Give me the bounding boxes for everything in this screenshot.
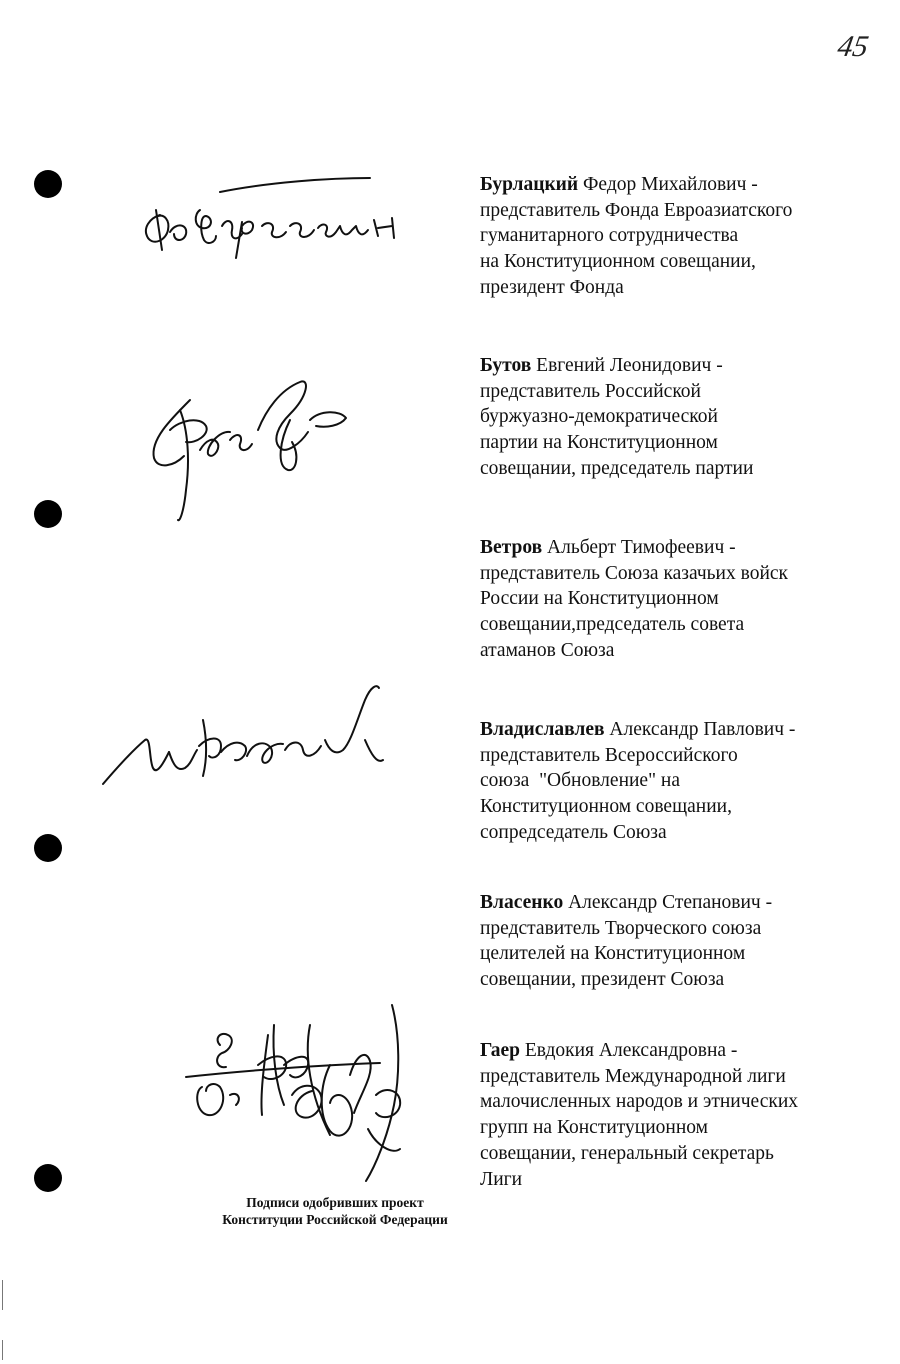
signatory-entry-vetrov <box>480 535 860 664</box>
signatory-role-line: совещании,председатель совета <box>480 614 745 636</box>
page-number: 45 <box>835 30 871 63</box>
signatory-role-line: совещании, председатель партии <box>480 457 754 479</box>
signatory-role-line: сопредседатель Союза <box>480 821 667 843</box>
punch-hole-1 <box>34 170 62 198</box>
signatory-given-names: Александр Степанович - <box>568 892 773 913</box>
signatory-role-line: групп на Конституционном <box>480 1117 709 1139</box>
signature-vetrov <box>95 680 395 800</box>
scan-edge-mark <box>2 1340 3 1360</box>
punch-hole-2 <box>34 500 62 528</box>
signatory-role-line: атаманов Союза <box>480 639 615 661</box>
signatures-caption <box>190 1194 480 1228</box>
signatory-role-line: малочисленных народов и этнических <box>480 1091 799 1113</box>
signatory-role-line: на Конституционном совещании, <box>480 251 756 273</box>
signatory-role-line: целителей на Конституционном <box>480 943 746 965</box>
signatory-role-line: союза "Обновление" на <box>480 770 681 792</box>
signatory-role-line: буржуазно-демократической <box>480 406 718 428</box>
signatory-role-line: гуманитарного сотрудничества <box>480 225 739 247</box>
signatory-entry-burlatsky <box>480 172 860 301</box>
signatory-name-line <box>480 535 860 561</box>
signatory-name-line <box>480 353 860 379</box>
caption-line-2: Конституции Российской Федерации <box>222 1212 448 1227</box>
signatory-surname: Владиславлев <box>480 719 605 740</box>
signatory-entry-butov <box>480 353 860 482</box>
signatory-role-line: Лиги <box>480 1168 523 1190</box>
signatory-surname: Власенко <box>480 892 564 913</box>
signatory-role-line: совещании, генеральный секретарь <box>480 1142 774 1164</box>
signatory-entry-vlasenko <box>480 890 860 993</box>
signatory-surname: Бутов <box>480 355 532 376</box>
signatory-given-names: Евгений Леонидович - <box>536 355 723 376</box>
signatory-name-line <box>480 1038 860 1064</box>
signatory-role-line: России на Конституционном <box>480 588 719 610</box>
signatory-role-line: представитель Всероссийского <box>480 744 738 766</box>
signature-burlatsky <box>130 170 420 270</box>
signatory-name-line <box>480 172 860 198</box>
signatory-role-line: Конституционном совещании, <box>480 796 732 818</box>
signatory-surname: Бурлацкий <box>480 174 579 195</box>
signatory-given-names: Альберт Тимофеевич - <box>547 537 736 558</box>
caption-line-1: Подписи одобривших проект <box>246 1195 424 1210</box>
signatory-entry-vladislavlev <box>480 717 860 846</box>
signatory-role-line: представитель Творческого союза <box>480 917 762 939</box>
signatory-role-line: представитель Международной лиги <box>480 1065 786 1087</box>
signatory-given-names: Евдокия Александровна - <box>524 1040 738 1061</box>
signatory-role-line: представитель Союза казачьих войск <box>480 562 789 584</box>
signatory-role-line: представитель Фонда Евроазиатского <box>480 199 793 221</box>
signatory-role-line: совещании, президент Союза <box>480 969 725 991</box>
signatory-given-names: Федор Михайлович - <box>583 174 758 195</box>
punch-hole-3 <box>34 834 62 862</box>
signatory-surname: Гаер <box>480 1040 520 1061</box>
scan-edge-mark <box>2 1280 3 1310</box>
signatory-name-line <box>480 717 860 743</box>
signatory-role-line: партии на Конституционном <box>480 432 718 454</box>
punch-hole-4 <box>34 1164 62 1192</box>
signatory-role-line: президент Фонда <box>480 276 624 298</box>
signature-vlasenko-gaer <box>180 995 440 1195</box>
signatory-role-line: представитель Российской <box>480 380 701 402</box>
signatory-surname: Ветров <box>480 537 543 558</box>
signature-butov <box>140 370 360 530</box>
signatory-name-line <box>480 890 860 916</box>
signatory-entry-gaer <box>480 1038 860 1192</box>
signatory-given-names: Александр Павлович - <box>609 719 796 740</box>
